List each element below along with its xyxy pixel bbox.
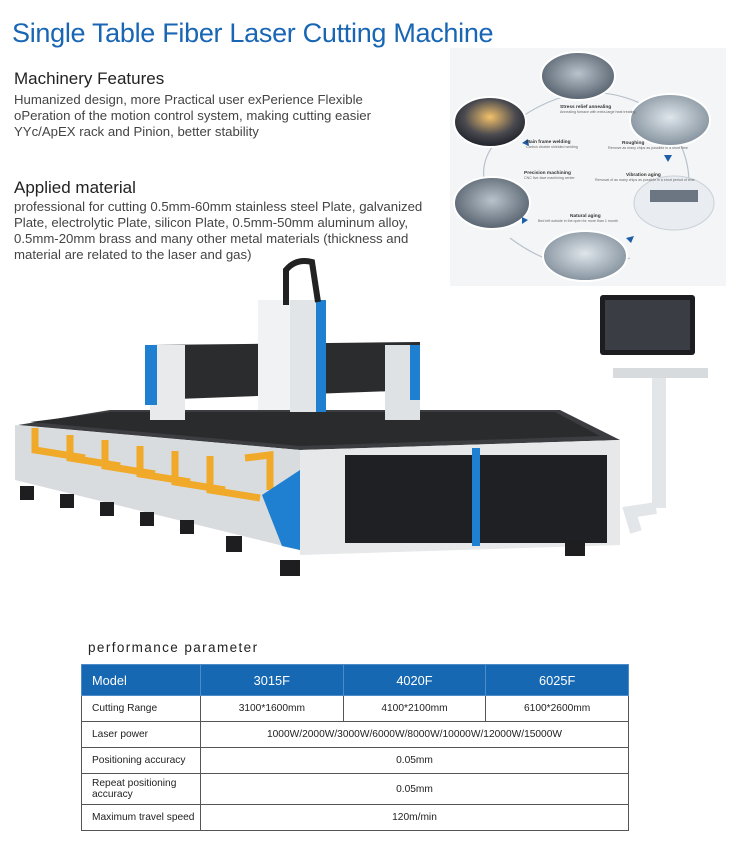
step-label: Main frame welding <box>526 140 571 145</box>
column-header: 3015F <box>201 665 344 696</box>
step-note: Annealing furnace with extra-large heat treating <box>560 110 636 114</box>
table-cell: 1000W/2000W/3000W/6000W/8000W/10000W/12000W/15000W <box>201 722 629 748</box>
row-label: Positioning accuracy <box>82 748 201 774</box>
applied-material-heading: Applied material <box>14 178 136 197</box>
table-row <box>82 805 629 831</box>
table-row <box>82 722 629 748</box>
features-line: Humanized design, more Practical user exPerience Flexible <box>14 92 363 107</box>
step-note: Bed left outside in the open for more than 1 month <box>538 219 618 223</box>
step-label: Vibration aging <box>626 173 661 178</box>
applied-line: professional for cutting 0.5mm-60mm stainless steel Plate, galvanized <box>14 199 423 214</box>
table-header-row <box>82 665 629 696</box>
row-label: Maximum travel speed <box>82 805 201 831</box>
row-label: Repeat positioning accuracy <box>82 774 201 805</box>
table-row <box>82 774 629 805</box>
row-label: Laser power <box>82 722 201 748</box>
welding-photo <box>454 97 526 147</box>
vibration-aging-photo <box>634 176 714 230</box>
table-row <box>82 696 629 722</box>
annealing-photo <box>541 52 615 100</box>
precision-machining-photo <box>454 177 530 229</box>
column-header: 4020F <box>343 665 486 696</box>
column-header: Model <box>82 665 201 696</box>
step-label: Natural aging <box>570 214 601 219</box>
page-title: Single Table Fiber Laser Cutting Machine <box>12 18 494 48</box>
applied-line: material are related to the laser and gas) <box>14 247 252 262</box>
performance-parameter-heading: performance parameter <box>88 640 259 655</box>
step-note: Remove as many chips as possible in a short time <box>608 146 688 150</box>
features-text <box>14 92 434 140</box>
column-header: 6025F <box>486 665 629 696</box>
table-cell: 0.05mm <box>201 774 629 805</box>
step-note: Carbon dioxide shielded welding <box>526 145 578 149</box>
features-line: oPeration of the motion control system, making cutting easier <box>14 108 371 123</box>
table-cell: 0.05mm <box>201 748 629 774</box>
row-label: Cutting Range <box>82 696 201 722</box>
step-note: Removal of as many chips as possible in a short period of time <box>595 178 695 182</box>
table-cell: 120m/min <box>201 805 629 831</box>
arrow-left-icon <box>626 236 634 243</box>
step-label: Precision machining <box>524 171 571 176</box>
table-cell: 6100*2600mm <box>486 696 629 722</box>
features-heading: Machinery Features <box>14 69 165 88</box>
step-label: Stress relief annealing <box>560 105 612 110</box>
table-cell: 3100*1600mm <box>201 696 344 722</box>
roughing-photo <box>630 94 710 146</box>
laser-cutting-machine-image <box>0 250 720 590</box>
features-line: YYc/ApEX rack and Pinion, better stability <box>14 124 259 139</box>
step-label: Roughing <box>622 141 645 146</box>
performance-table <box>81 664 629 831</box>
applied-line: 0.5mm-20mm brass and many other metal materials (thickness and <box>14 231 409 246</box>
step-note: CNC five-face machining center <box>524 176 575 180</box>
table-cell: 4100*2100mm <box>343 696 486 722</box>
arrow-up-icon <box>522 217 528 224</box>
arrow-down-icon <box>664 155 672 162</box>
table-row <box>82 748 629 774</box>
applied-line: Plate, electrolytic Plate, silicon Plate, 0.5mm-50mm aluminum alloy, <box>14 215 409 230</box>
